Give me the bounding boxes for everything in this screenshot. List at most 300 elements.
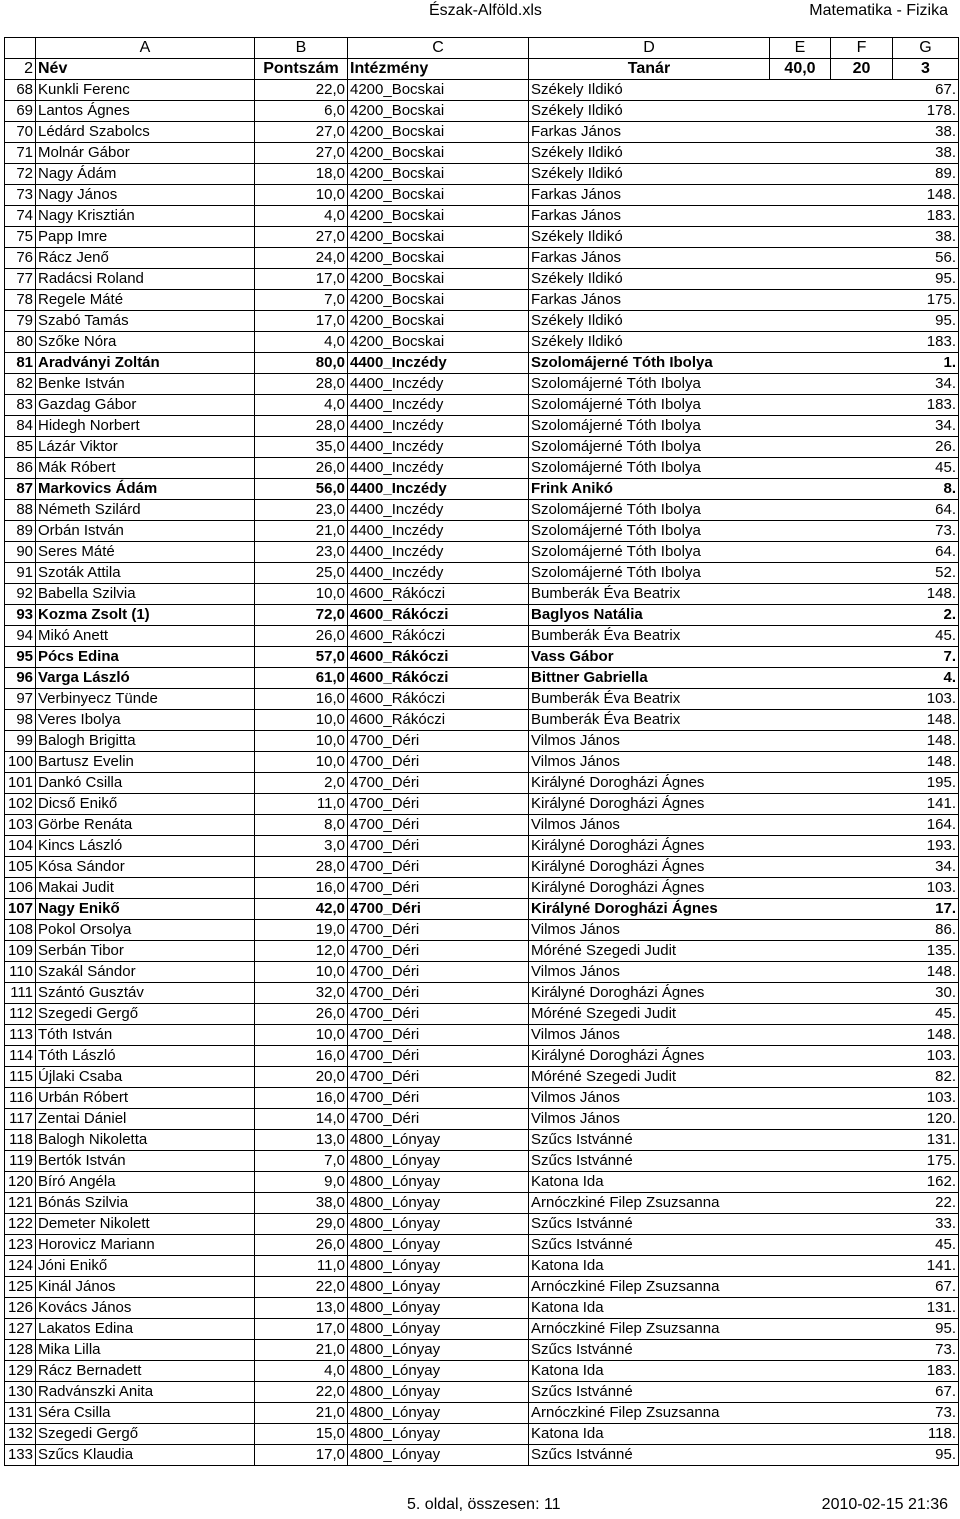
- empty-cell: [831, 521, 893, 542]
- empty-cell: [831, 563, 893, 584]
- column-letter-f: F: [831, 38, 893, 59]
- row-number: 2: [5, 59, 36, 80]
- score: 27,0: [255, 122, 348, 143]
- empty-cell: [770, 1424, 831, 1445]
- row-number: 96: [5, 668, 36, 689]
- table-row: [5, 857, 959, 878]
- empty-cell: [831, 1151, 893, 1172]
- student-name: Hidegh Norbert: [36, 416, 255, 437]
- rank: 183.: [893, 206, 959, 227]
- score: 28,0: [255, 416, 348, 437]
- column-letter-g: G: [893, 38, 959, 59]
- teacher: Székely Ildikó: [529, 269, 770, 290]
- empty-cell: [831, 1214, 893, 1235]
- teacher: Arnóczkiné Filep Zsuzsanna: [529, 1277, 770, 1298]
- rank: 148.: [893, 1025, 959, 1046]
- empty-cell: [831, 164, 893, 185]
- student-name: Nagy Ádám: [36, 164, 255, 185]
- empty-cell: [831, 479, 893, 500]
- empty-cell: [831, 1046, 893, 1067]
- rank: 38.: [893, 122, 959, 143]
- empty-cell: [831, 143, 893, 164]
- table-row: [5, 1361, 959, 1382]
- rank: 26.: [893, 437, 959, 458]
- results-table: [4, 37, 959, 1466]
- empty-cell: [831, 1088, 893, 1109]
- score: 26,0: [255, 1235, 348, 1256]
- school: 4700_Déri: [348, 983, 529, 1004]
- school: 4700_Déri: [348, 962, 529, 983]
- table-row: [5, 500, 959, 521]
- empty-cell: [770, 1151, 831, 1172]
- score: 56,0: [255, 479, 348, 500]
- teacher: Bumberák Éva Beatrix: [529, 626, 770, 647]
- student-name: Pokol Orsolya: [36, 920, 255, 941]
- score: 27,0: [255, 227, 348, 248]
- rank: 103.: [893, 689, 959, 710]
- student-name: Radvánszki Anita: [36, 1382, 255, 1403]
- student-name: Séra Csilla: [36, 1403, 255, 1424]
- score: 17,0: [255, 1319, 348, 1340]
- school: 4700_Déri: [348, 1088, 529, 1109]
- table-row: [5, 458, 959, 479]
- student-name: Orbán István: [36, 521, 255, 542]
- row-number: 83: [5, 395, 36, 416]
- student-name: Balogh Brigitta: [36, 731, 255, 752]
- student-name: Seres Máté: [36, 542, 255, 563]
- school: 4400_Inczédy: [348, 458, 529, 479]
- row-number: 74: [5, 206, 36, 227]
- table-row: [5, 416, 959, 437]
- score: 10,0: [255, 710, 348, 731]
- rank: 95.: [893, 1445, 959, 1466]
- school: 4700_Déri: [348, 1046, 529, 1067]
- teacher: Vilmos János: [529, 1025, 770, 1046]
- student-name: Babella Szilvia: [36, 584, 255, 605]
- teacher: Vilmos János: [529, 731, 770, 752]
- empty-cell: [831, 458, 893, 479]
- table-row: [5, 374, 959, 395]
- empty-cell: [831, 542, 893, 563]
- student-name: Dankó Csilla: [36, 773, 255, 794]
- teacher: Szolomájerné Tóth Ibolya: [529, 437, 770, 458]
- empty-cell: [831, 1067, 893, 1088]
- row-number: 86: [5, 458, 36, 479]
- score: 27,0: [255, 143, 348, 164]
- teacher: Frink Anikó: [529, 479, 770, 500]
- empty-cell: [770, 983, 831, 1004]
- score: 16,0: [255, 689, 348, 710]
- empty-cell: [831, 1319, 893, 1340]
- score: 29,0: [255, 1214, 348, 1235]
- table-row: [5, 143, 959, 164]
- table-row: [5, 332, 959, 353]
- rank: 67.: [893, 1382, 959, 1403]
- score: 24,0: [255, 248, 348, 269]
- student-name: Veres Ibolya: [36, 710, 255, 731]
- teacher: Szolomájerné Tóth Ibolya: [529, 521, 770, 542]
- table-row: [5, 962, 959, 983]
- table-row: [5, 1109, 959, 1130]
- empty-cell: [770, 1445, 831, 1466]
- empty-cell: [831, 416, 893, 437]
- score: 10,0: [255, 962, 348, 983]
- empty-cell: [831, 878, 893, 899]
- student-name: Varga László: [36, 668, 255, 689]
- table-row: [5, 227, 959, 248]
- rank: 178.: [893, 101, 959, 122]
- student-name: Zentai Dániel: [36, 1109, 255, 1130]
- empty-cell: [831, 332, 893, 353]
- table-row: [5, 710, 959, 731]
- student-name: Bartusz Evelin: [36, 752, 255, 773]
- header-school: Intézmény: [348, 59, 529, 80]
- score: 28,0: [255, 374, 348, 395]
- school: 4700_Déri: [348, 1067, 529, 1088]
- school: 4400_Inczédy: [348, 521, 529, 542]
- score: 20,0: [255, 1067, 348, 1088]
- row-number: 72: [5, 164, 36, 185]
- teacher: Szűcs Istvánné: [529, 1340, 770, 1361]
- teacher: Székely Ildikó: [529, 332, 770, 353]
- rank: 148.: [893, 584, 959, 605]
- empty-cell: [770, 626, 831, 647]
- score: 16,0: [255, 1088, 348, 1109]
- table-row: [5, 1214, 959, 1235]
- row-number: 114: [5, 1046, 36, 1067]
- score: 21,0: [255, 1403, 348, 1424]
- table-row: [5, 920, 959, 941]
- empty-cell: [770, 479, 831, 500]
- teacher: Királyné Dorogházi Ágnes: [529, 857, 770, 878]
- school: 4400_Inczédy: [348, 542, 529, 563]
- table-row: [5, 479, 959, 500]
- table-row: [5, 731, 959, 752]
- empty-cell: [770, 1109, 831, 1130]
- school: 4700_Déri: [348, 815, 529, 836]
- empty-cell: [770, 857, 831, 878]
- teacher: Arnóczkiné Filep Zsuzsanna: [529, 1193, 770, 1214]
- empty-cell: [831, 752, 893, 773]
- row-number: 129: [5, 1361, 36, 1382]
- table-body: [5, 80, 959, 1466]
- student-name: Mikó Anett: [36, 626, 255, 647]
- rank: 82.: [893, 1067, 959, 1088]
- school: 4600_Rákóczi: [348, 584, 529, 605]
- student-name: Szabó Tamás: [36, 311, 255, 332]
- score: 19,0: [255, 920, 348, 941]
- row-number: 119: [5, 1151, 36, 1172]
- student-name: Mák Róbert: [36, 458, 255, 479]
- empty-cell: [831, 1235, 893, 1256]
- student-name: Regele Máté: [36, 290, 255, 311]
- score: 13,0: [255, 1298, 348, 1319]
- teacher: Farkas János: [529, 122, 770, 143]
- row-number: 81: [5, 353, 36, 374]
- teacher: Szolomájerné Tóth Ibolya: [529, 395, 770, 416]
- empty-cell: [770, 668, 831, 689]
- student-name: Horovicz Mariann: [36, 1235, 255, 1256]
- student-name: Kinál János: [36, 1277, 255, 1298]
- table-row: [5, 1235, 959, 1256]
- empty-cell: [770, 374, 831, 395]
- table-row: [5, 836, 959, 857]
- student-name: Mika Lilla: [36, 1340, 255, 1361]
- rank: 33.: [893, 1214, 959, 1235]
- school: 4200_Bocskai: [348, 143, 529, 164]
- empty-cell: [770, 899, 831, 920]
- rank: 22.: [893, 1193, 959, 1214]
- row-number: 75: [5, 227, 36, 248]
- row-number: 100: [5, 752, 36, 773]
- rank: 64.: [893, 542, 959, 563]
- rank: 30.: [893, 983, 959, 1004]
- school: 4600_Rákóczi: [348, 689, 529, 710]
- row-number: 131: [5, 1403, 36, 1424]
- empty-cell: [831, 122, 893, 143]
- empty-cell: [831, 311, 893, 332]
- teacher: Szolomájerné Tóth Ibolya: [529, 542, 770, 563]
- teacher: Királyné Dorogházi Ágnes: [529, 794, 770, 815]
- row-number: 105: [5, 857, 36, 878]
- rank: 1.: [893, 353, 959, 374]
- row-number: 112: [5, 1004, 36, 1025]
- table-row: [5, 290, 959, 311]
- table-row: [5, 1088, 959, 1109]
- page-counter: 5. oldal, összesen: 11: [407, 1496, 561, 1513]
- empty-cell: [831, 248, 893, 269]
- rank: 45.: [893, 1004, 959, 1025]
- column-names-row: [5, 59, 959, 80]
- table-row: [5, 668, 959, 689]
- teacher: Királyné Dorogházi Ágnes: [529, 836, 770, 857]
- student-name: Szoták Attila: [36, 563, 255, 584]
- header-max-score: 40,0: [770, 59, 831, 80]
- teacher: Bittner Gabriella: [529, 668, 770, 689]
- column-letter-b: B: [255, 38, 348, 59]
- school: 4700_Déri: [348, 1025, 529, 1046]
- rank: 73.: [893, 521, 959, 542]
- school: 4800_Lónyay: [348, 1193, 529, 1214]
- empty-cell: [770, 584, 831, 605]
- table-row: [5, 1172, 959, 1193]
- empty-cell: [770, 941, 831, 962]
- teacher: Katona Ida: [529, 1361, 770, 1382]
- empty-cell: [831, 605, 893, 626]
- empty-cell: [770, 752, 831, 773]
- table-row: [5, 1382, 959, 1403]
- rank: 193.: [893, 836, 959, 857]
- table-row: [5, 689, 959, 710]
- score: 12,0: [255, 941, 348, 962]
- score: 11,0: [255, 794, 348, 815]
- teacher: Móréné Szegedi Judit: [529, 1067, 770, 1088]
- table-row: [5, 269, 959, 290]
- student-name: Bónás Szilvia: [36, 1193, 255, 1214]
- student-name: Kósa Sándor: [36, 857, 255, 878]
- empty-cell: [770, 731, 831, 752]
- school: 4700_Déri: [348, 899, 529, 920]
- school: 4800_Lónyay: [348, 1424, 529, 1445]
- teacher: Móréné Szegedi Judit: [529, 1004, 770, 1025]
- rank: 183.: [893, 1361, 959, 1382]
- empty-cell: [831, 899, 893, 920]
- rank: 45.: [893, 626, 959, 647]
- empty-cell: [831, 668, 893, 689]
- score: 26,0: [255, 626, 348, 647]
- student-name: Demeter Nikolett: [36, 1214, 255, 1235]
- sheet-name: Matematika - Fizika: [809, 2, 948, 19]
- empty-cell: [770, 794, 831, 815]
- school: 4800_Lónyay: [348, 1130, 529, 1151]
- teacher: Szolomájerné Tóth Ibolya: [529, 374, 770, 395]
- column-letter-c: C: [348, 38, 529, 59]
- teacher: Farkas János: [529, 206, 770, 227]
- empty-cell: [770, 1130, 831, 1151]
- empty-cell: [770, 206, 831, 227]
- row-number: 91: [5, 563, 36, 584]
- row-number: 95: [5, 647, 36, 668]
- rank: 175.: [893, 1151, 959, 1172]
- student-name: Dicső Enikő: [36, 794, 255, 815]
- teacher: Szűcs Istvánné: [529, 1235, 770, 1256]
- school: 4200_Bocskai: [348, 80, 529, 101]
- school: 4700_Déri: [348, 1109, 529, 1130]
- empty-cell: [831, 983, 893, 1004]
- score: 10,0: [255, 752, 348, 773]
- student-name: Gazdag Gábor: [36, 395, 255, 416]
- teacher: Királyné Dorogházi Ágnes: [529, 878, 770, 899]
- score: 22,0: [255, 1382, 348, 1403]
- student-name: Radácsi Roland: [36, 269, 255, 290]
- rank: 103.: [893, 1088, 959, 1109]
- score: 72,0: [255, 605, 348, 626]
- row-number: 82: [5, 374, 36, 395]
- table-row: [5, 395, 959, 416]
- empty-cell: [770, 815, 831, 836]
- student-name: Nagy Enikő: [36, 899, 255, 920]
- teacher: Szolomájerné Tóth Ibolya: [529, 353, 770, 374]
- empty-cell: [770, 1319, 831, 1340]
- score: 4,0: [255, 395, 348, 416]
- rank: 131.: [893, 1130, 959, 1151]
- score: 9,0: [255, 1172, 348, 1193]
- empty-cell: [770, 1214, 831, 1235]
- empty-cell: [770, 962, 831, 983]
- score: 4,0: [255, 332, 348, 353]
- school: 4400_Inczédy: [348, 374, 529, 395]
- table-row: [5, 353, 959, 374]
- empty-cell: [770, 290, 831, 311]
- row-number: 109: [5, 941, 36, 962]
- school: 4800_Lónyay: [348, 1298, 529, 1319]
- row-number: 102: [5, 794, 36, 815]
- empty-cell: [770, 1067, 831, 1088]
- student-name: Görbe Renáta: [36, 815, 255, 836]
- rank: 45.: [893, 1235, 959, 1256]
- score: 11,0: [255, 1256, 348, 1277]
- student-name: Szakál Sándor: [36, 962, 255, 983]
- row-number: 85: [5, 437, 36, 458]
- empty-cell: [831, 1361, 893, 1382]
- school: 4800_Lónyay: [348, 1361, 529, 1382]
- score: 17,0: [255, 311, 348, 332]
- rank: 34.: [893, 374, 959, 395]
- empty-cell: [770, 563, 831, 584]
- student-name: Szőke Nóra: [36, 332, 255, 353]
- empty-cell: [831, 290, 893, 311]
- school: 4700_Déri: [348, 773, 529, 794]
- teacher: Arnóczkiné Filep Zsuzsanna: [529, 1319, 770, 1340]
- school: 4800_Lónyay: [348, 1445, 529, 1466]
- rank: 38.: [893, 143, 959, 164]
- table-row: [5, 605, 959, 626]
- student-name: Aradványi Zoltán: [36, 353, 255, 374]
- school: 4700_Déri: [348, 752, 529, 773]
- score: 7,0: [255, 290, 348, 311]
- teacher: Vilmos János: [529, 815, 770, 836]
- school: 4400_Inczédy: [348, 395, 529, 416]
- school: 4400_Inczédy: [348, 416, 529, 437]
- row-number: 115: [5, 1067, 36, 1088]
- student-name: Lázár Viktor: [36, 437, 255, 458]
- teacher: Vass Gábor: [529, 647, 770, 668]
- row-number: 133: [5, 1445, 36, 1466]
- student-name: Újlaki Csaba: [36, 1067, 255, 1088]
- empty-cell: [770, 1340, 831, 1361]
- score: 14,0: [255, 1109, 348, 1130]
- empty-cell: [770, 458, 831, 479]
- rank: 95.: [893, 269, 959, 290]
- table-row: [5, 164, 959, 185]
- student-name: Kovács János: [36, 1298, 255, 1319]
- table-row: [5, 1319, 959, 1340]
- row-number: 88: [5, 500, 36, 521]
- rank: 4.: [893, 668, 959, 689]
- student-name: Szántó Gusztáv: [36, 983, 255, 1004]
- empty-cell: [770, 437, 831, 458]
- empty-cell: [770, 1025, 831, 1046]
- teacher: Bumberák Éva Beatrix: [529, 584, 770, 605]
- column-letter-a: A: [36, 38, 255, 59]
- row-number: 110: [5, 962, 36, 983]
- rank: 34.: [893, 857, 959, 878]
- score: 22,0: [255, 1277, 348, 1298]
- empty-cell: [831, 1340, 893, 1361]
- row-number: 121: [5, 1193, 36, 1214]
- student-name: Papp Imre: [36, 227, 255, 248]
- student-name: Benke István: [36, 374, 255, 395]
- student-name: Pócs Edina: [36, 647, 255, 668]
- teacher: Katona Ida: [529, 1172, 770, 1193]
- school: 4600_Rákóczi: [348, 647, 529, 668]
- teacher: Szűcs Istvánné: [529, 1445, 770, 1466]
- row-number: 111: [5, 983, 36, 1004]
- rank: 141.: [893, 1256, 959, 1277]
- table-row: [5, 941, 959, 962]
- empty-cell: [770, 773, 831, 794]
- empty-cell: [770, 122, 831, 143]
- empty-cell: [831, 1403, 893, 1424]
- rank: 2.: [893, 605, 959, 626]
- empty-cell: [770, 836, 831, 857]
- rank: 52.: [893, 563, 959, 584]
- student-name: Molnár Gábor: [36, 143, 255, 164]
- school: 4800_Lónyay: [348, 1340, 529, 1361]
- score: 23,0: [255, 500, 348, 521]
- teacher: Bumberák Éva Beatrix: [529, 710, 770, 731]
- teacher: Szolomájerné Tóth Ibolya: [529, 416, 770, 437]
